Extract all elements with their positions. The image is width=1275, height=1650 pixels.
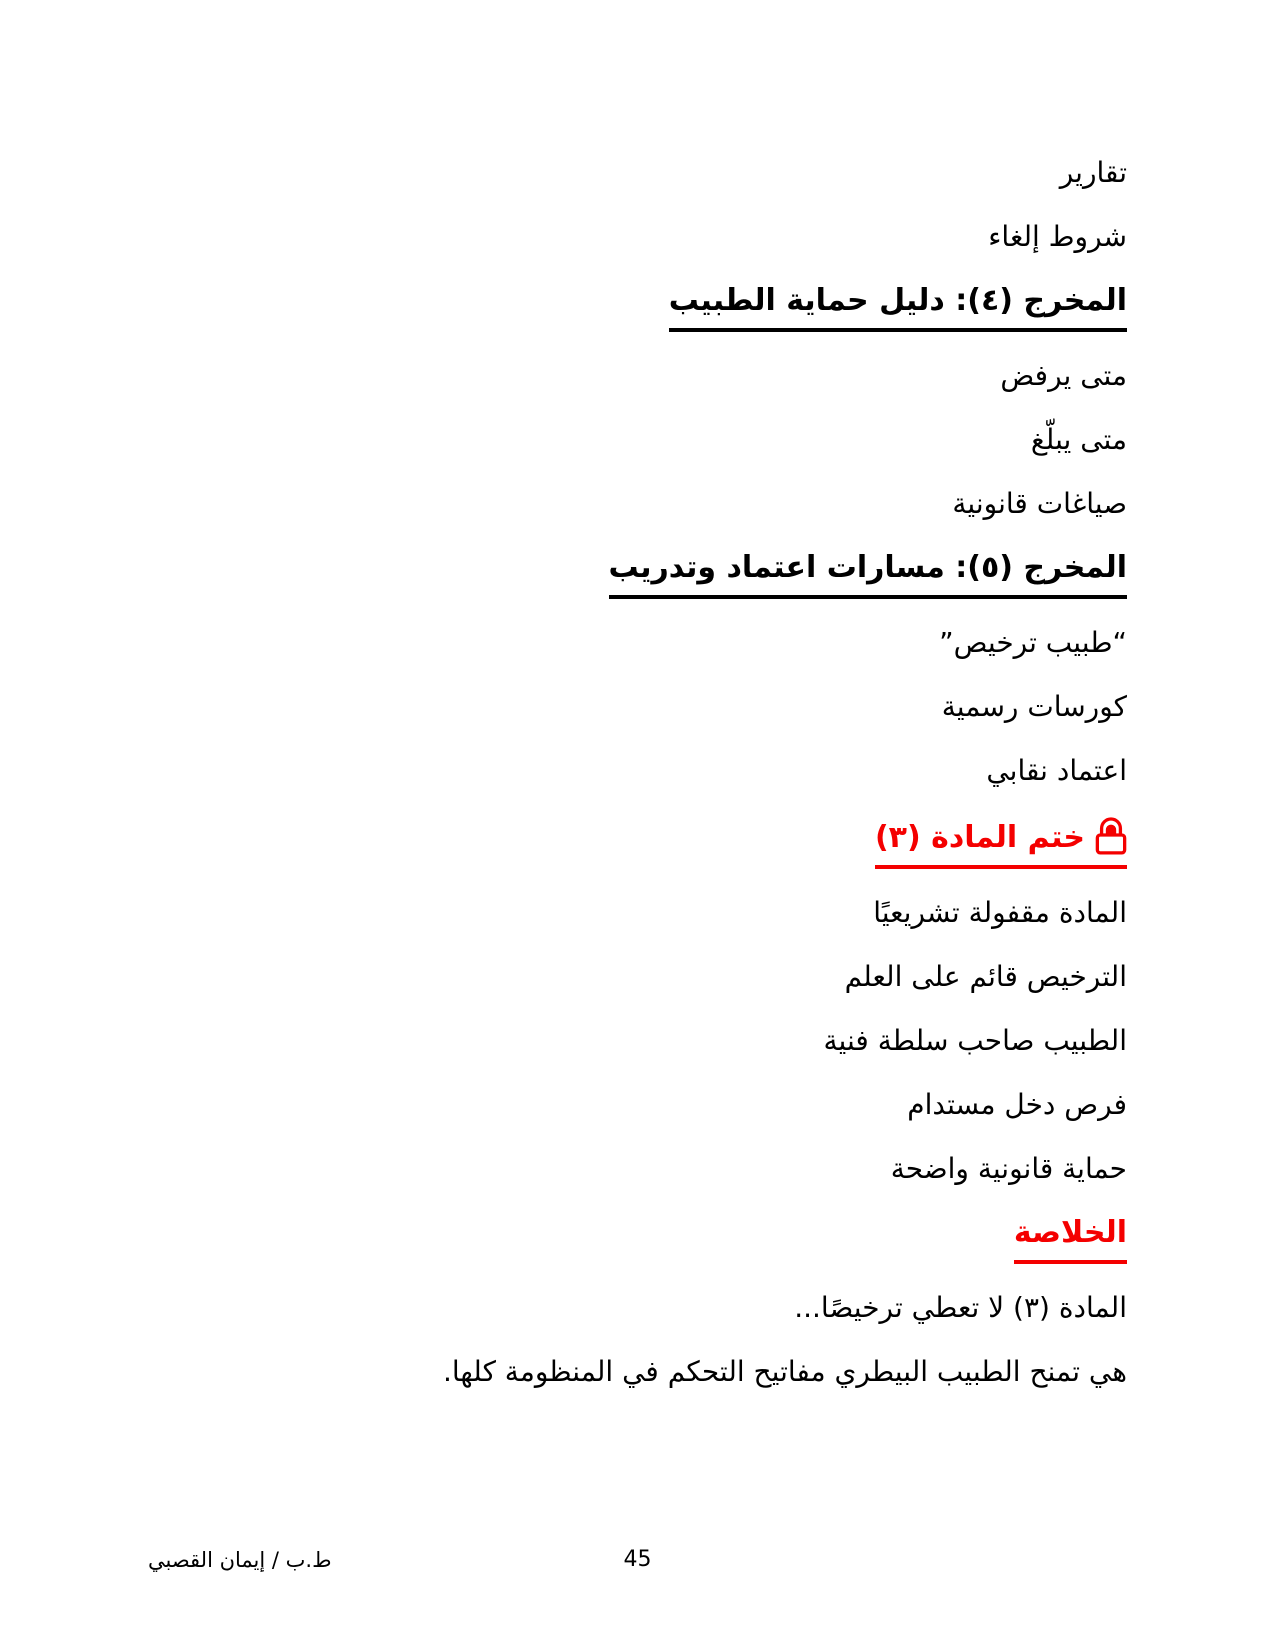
heading-output-5-label: المخرج (٥): مسارات اعتماد وتدريب [608, 550, 1127, 585]
heading-article-3-seal-label: ختم المادة (٣) [874, 820, 1085, 855]
footer-page-number: 45 [623, 1547, 652, 1572]
document-body [148, 151, 1127, 1414]
line-clear-legal-protection: حماية قانونية واضحة [890, 1152, 1127, 1185]
line-conclusion-control-keys: هي تمنح الطبيب البيطري مفاتيح التحكم في المنظومة كلها. [442, 1355, 1127, 1388]
line-official-courses: كورسات رسمية [941, 690, 1127, 723]
heading-output-4-label: المخرج (٤): دليل حماية الطبيب [668, 283, 1127, 318]
line-licensing-doctor-quote: “طبيب ترخيص” [939, 626, 1127, 659]
page-footer [148, 1540, 1127, 1580]
line-article-3-no-license: المادة (٣) لا تعطي ترخيصًا... [794, 1291, 1127, 1324]
line-doctor-technical-authority: الطبيب صاحب سلطة فنية [823, 1024, 1127, 1057]
heading-output-4 [148, 279, 1127, 332]
footer-author: ط.ب / إيمان القصبي [148, 1548, 332, 1572]
heading-article-3-seal [148, 813, 1127, 869]
line-licensing-knowledge-based: الترخيص قائم على العلم [844, 960, 1127, 993]
line-when-report: متى يبلّغ [1030, 423, 1127, 456]
line-when-refuse: متى يرفض [1000, 359, 1127, 392]
heading-output-5 [148, 546, 1127, 599]
line-syndicate-accreditation: اعتماد نقابي [986, 754, 1127, 787]
lock-icon [1095, 813, 1127, 857]
heading-summary [148, 1211, 1127, 1264]
line-sustainable-income-opportunities: فرص دخل مستدام [907, 1088, 1127, 1121]
line-legal-wordings: صياغات قانونية [952, 487, 1127, 520]
heading-summary-label: الخلاصة [1013, 1215, 1127, 1250]
line-cancellation-terms: شروط إلغاء [988, 220, 1127, 253]
line-reports: تقارير [1059, 156, 1127, 189]
line-article-locked-legislatively: المادة مقفولة تشريعيًا [873, 896, 1127, 929]
